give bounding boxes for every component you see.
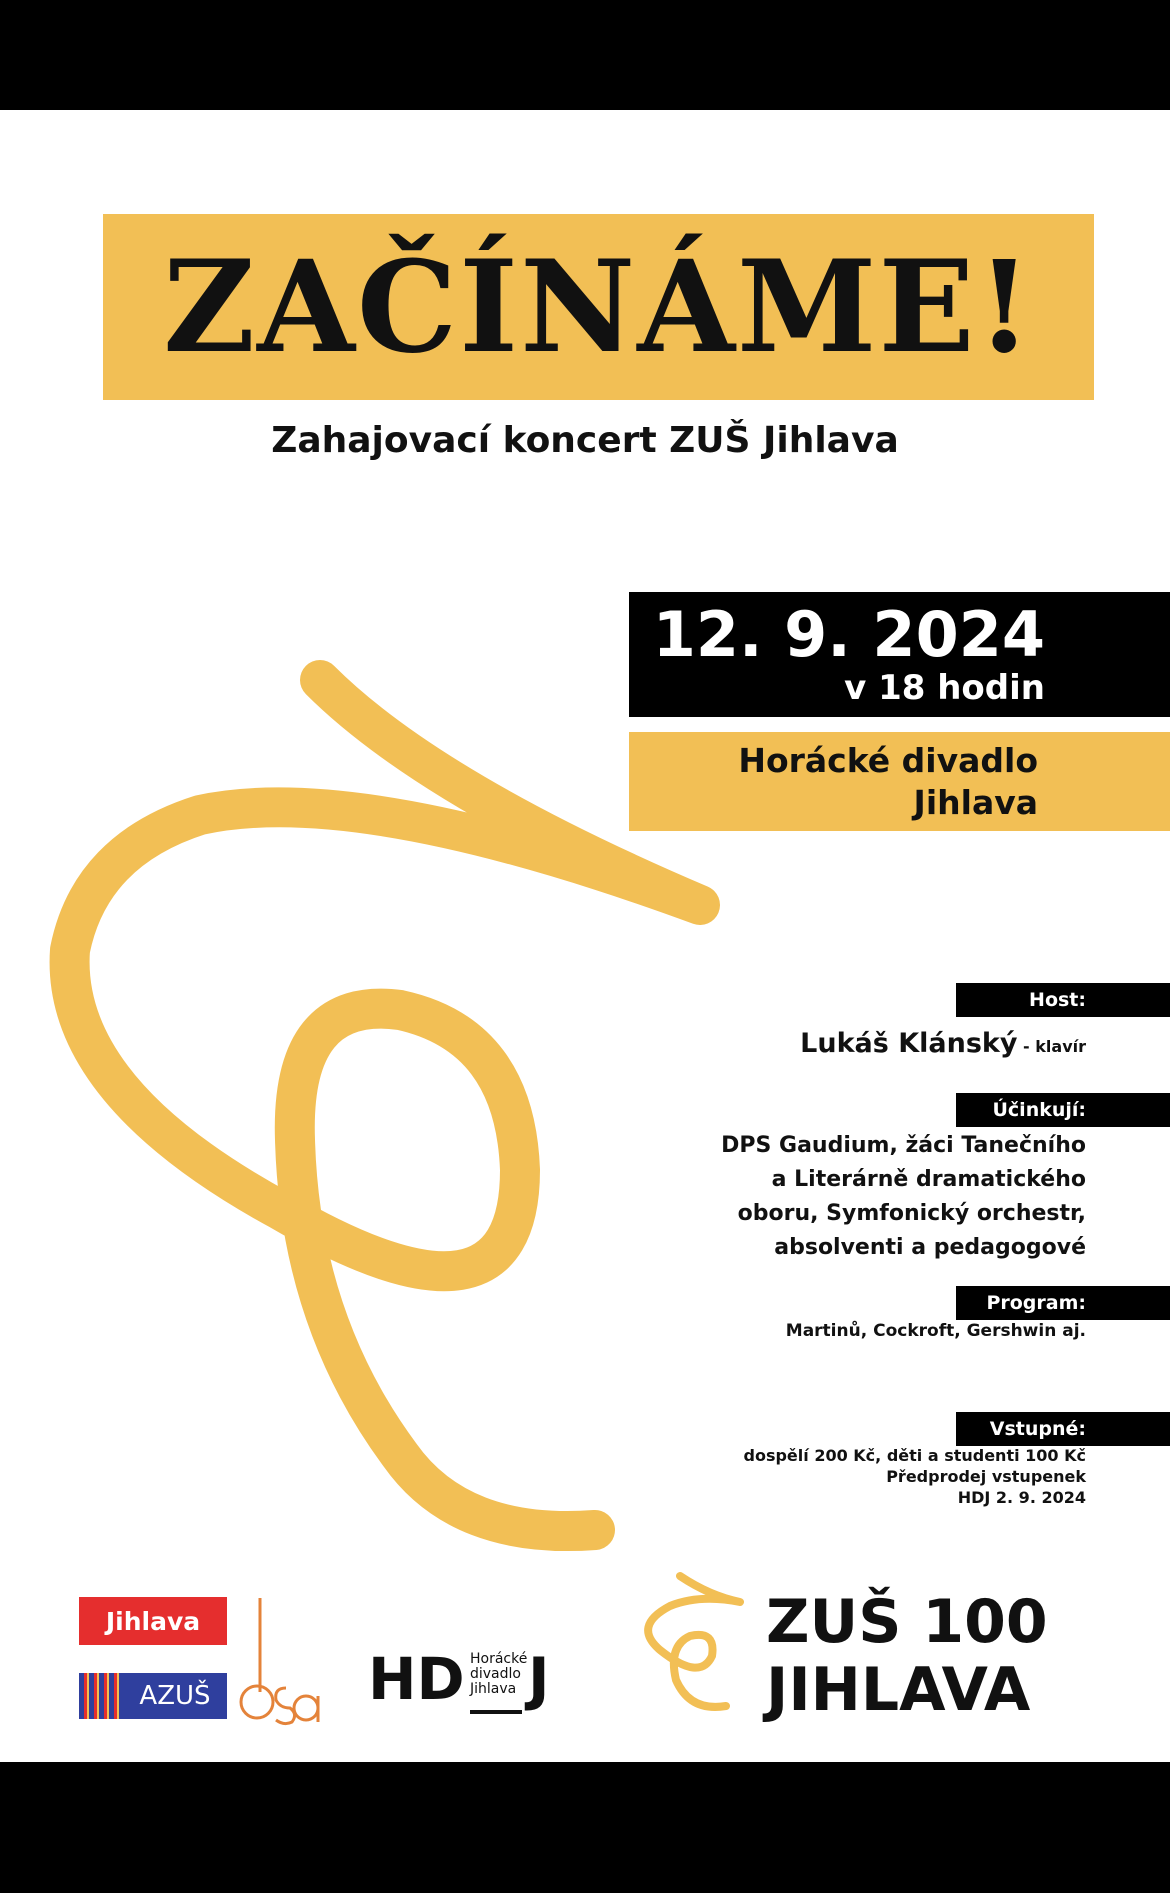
hdj-logo-hd: HD	[368, 1645, 465, 1713]
performers-line: oboru, Symfonický orchestr,	[737, 1201, 1086, 1226]
hdj-small-line: Horácké	[470, 1651, 528, 1667]
performers-line: absolventi a pedagogové	[774, 1235, 1086, 1260]
zus-logo-swirl-icon	[0, 110, 1170, 1762]
program-label: Program:	[986, 1292, 1086, 1314]
host-name: Lukáš Klánský	[800, 1028, 1018, 1059]
venue-line: Horácké divadlo	[738, 741, 1038, 780]
performers-line: a Literárně dramatického	[771, 1167, 1086, 1192]
performers-label: Účinkují:	[992, 1099, 1086, 1121]
event-date: 12. 9. 2024	[652, 598, 1045, 671]
event-time: v 18 hodin	[844, 668, 1045, 708]
admission-line: dospělí 200 Kč, děti a studenti 100 Kč	[743, 1446, 1086, 1465]
hdj-small-line: Jihlava	[470, 1681, 517, 1697]
admission-line: HDJ 2. 9. 2024	[957, 1488, 1086, 1507]
page-title: ZAČÍNÁME!	[163, 233, 1034, 381]
hdj-small-line: divadlo	[470, 1666, 521, 1682]
zus-100-logo	[766, 1588, 1048, 1724]
zus-logo-line: JIHLAVA	[766, 1655, 1031, 1725]
poster	[0, 110, 1170, 1762]
azus-logo-text: AZUŠ	[123, 1673, 227, 1719]
venue-line: Jihlava	[913, 783, 1038, 822]
performers-line: DPS Gaudium, žáci Tanečního	[721, 1133, 1086, 1158]
zus-logo-line: ZUŠ 100	[766, 1587, 1048, 1657]
admission-line: Předprodej vstupenek	[886, 1467, 1086, 1486]
jihlava-logo: Jihlava	[79, 1597, 227, 1645]
host-label: Host:	[1029, 989, 1086, 1011]
hdj-logo-j: J	[528, 1645, 550, 1713]
subtitle: Zahajovací koncert ZUŠ Jihlava	[271, 420, 899, 461]
program-text: Martinů, Cockroft, Gershwin aj.	[785, 1321, 1086, 1341]
admission-label: Vstupné:	[989, 1418, 1086, 1440]
host-role: - klavír	[1017, 1037, 1086, 1056]
